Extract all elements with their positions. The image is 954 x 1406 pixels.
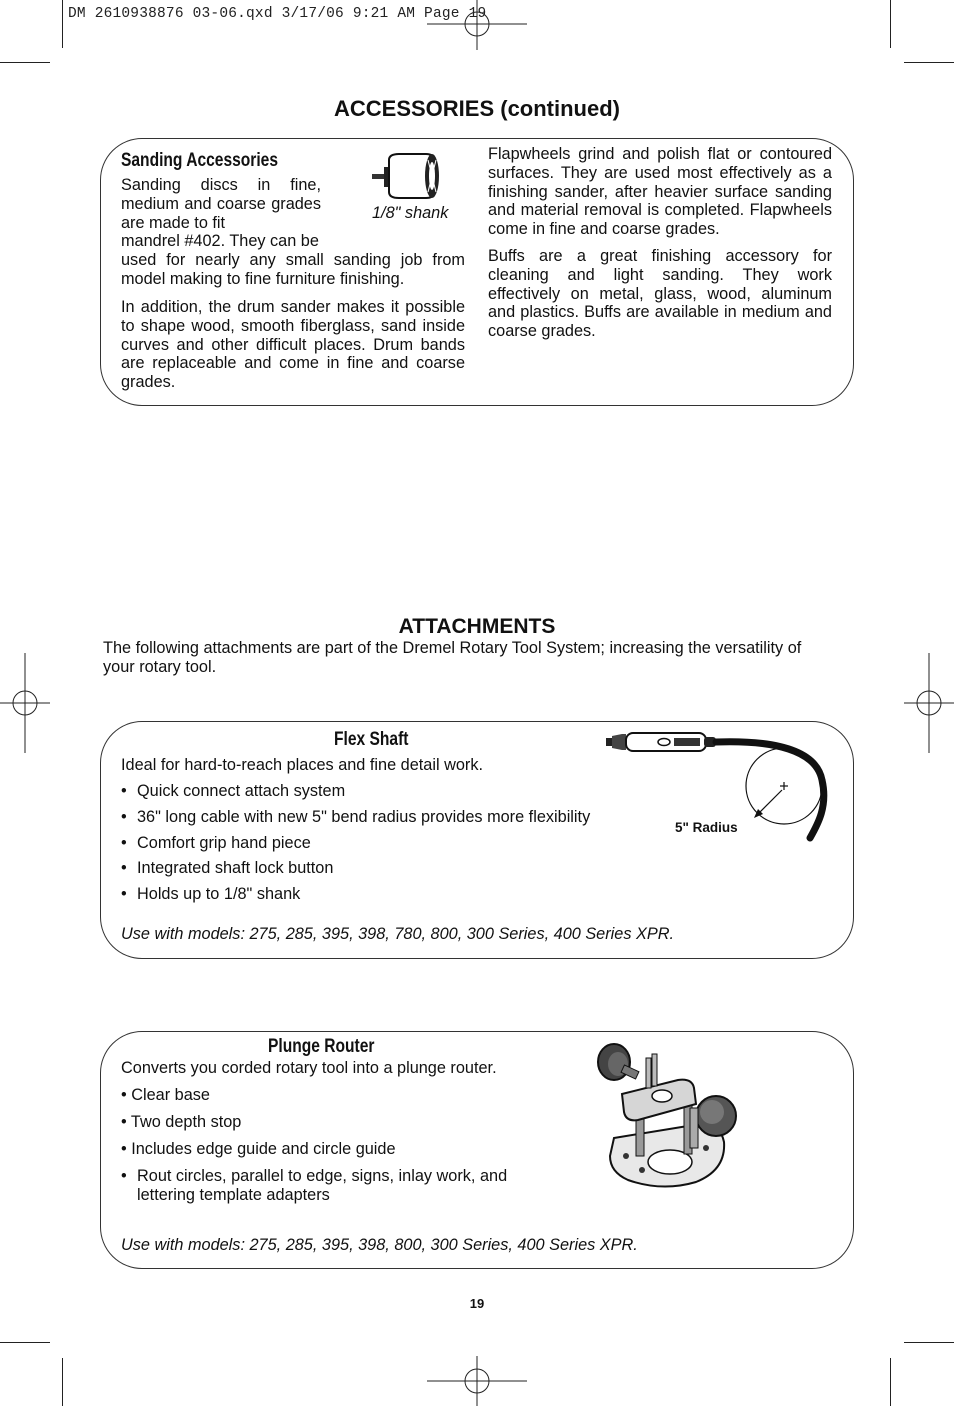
list-item: • 36" long cable with new 5" bend radius provides more flexibility (121, 807, 591, 826)
list-item: • Two depth stop (121, 1113, 242, 1131)
crop-mark (62, 0, 63, 48)
flex-shaft-content (121, 756, 641, 904)
registration-mark-top (427, 0, 527, 50)
sanding-text-mid: mandrel #402. They can be (121, 232, 319, 251)
plunge-router-heading: Plunge Router (268, 1036, 375, 1057)
registration-mark-left (0, 653, 50, 753)
registration-mark-bottom (427, 1356, 527, 1406)
crop-mark (62, 1358, 63, 1406)
shank-caption: 1/8" shank (372, 204, 449, 222)
attachments-intro: The following attachments are part of the Dremel Rotary Tool System; increasing the versatility of your rotary tool. (103, 639, 802, 676)
buffs-paragraph: Buffs are a great finishing accessory for cleaning and light sanding. They work effectively on metal, glass, wood, aluminum and plastics. Buffs are available in medium and coarse grades. (488, 246, 832, 341)
list-item: • Rout circles, parallel to edge, signs, inlay work, and lettering template adapters (121, 1167, 508, 1204)
list-item: • Includes edge guide and circle guide (121, 1140, 396, 1158)
plunge-router-image (592, 1038, 742, 1190)
list-item: • Quick connect attach system (121, 782, 346, 800)
registration-mark-right (904, 653, 954, 753)
list-item: • Comfort grip hand piece (121, 833, 311, 852)
crop-mark (0, 62, 50, 63)
list-item: • Integrated shaft lock button (121, 859, 334, 878)
crop-mark (904, 62, 954, 63)
flex-shaft-intro: Ideal for hard-to-reach places and fine detail work. (121, 756, 484, 774)
crop-mark (0, 1342, 50, 1343)
page-number: 19 (469, 1296, 485, 1311)
printer-slug: DM 2610938876 03-06.qxd 3/17/06 9:21 AM Page 19 (68, 6, 487, 22)
flex-shaft-heading: Flex Shaft (334, 729, 409, 750)
plunge-router-content (121, 1059, 561, 1205)
sanding-heading: Sanding Accessories (121, 150, 279, 171)
drum-sander-image (372, 152, 444, 204)
crop-mark (904, 1342, 954, 1343)
crop-mark (890, 1358, 891, 1406)
plunge-router-intro: Converts you corded rotary tool into a plunge router. (121, 1059, 497, 1077)
crop-mark (890, 0, 891, 48)
flex-shaft-models: Use with models: 275, 285, 395, 398, 780, 800, 300 Series, 400 Series XPR. (121, 925, 674, 943)
radius-label: 5" Radius (675, 820, 738, 835)
page-title: ACCESSORIES (continued) (333, 96, 620, 121)
plunge-router-models: Use with models: 275, 285, 395, 398, 800, 300 Series, 400 Series XPR. (121, 1236, 638, 1254)
list-item: • Clear base (121, 1086, 210, 1104)
attachments-title: ATTACHMENTS (398, 615, 556, 638)
sanding-text-wrap: Sanding discs in fine, medium and coarse grades are made to fit (121, 176, 321, 232)
sanding-text-tail: used for nearly any small sanding job from model making to fine furniture finishing. (121, 251, 465, 289)
list-item: • Holds up to 1/8" shank (121, 885, 301, 904)
drum-sander-paragraph: In addition, the drum sander makes it possible to shape wood, smooth fiberglass, sand inside curves and other difficult places. Drum bands are replaceable and come in fine and coarse grades. (121, 297, 465, 392)
flapwheel-buffs-section (488, 145, 832, 341)
flapwheels-paragraph: Flapwheels grind and polish flat or contoured surfaces. They are used most effectively as a finishing sander, after heavier surface sanding and material removal is completed. Flapwheels come in fine and coarse grades. (488, 145, 832, 239)
